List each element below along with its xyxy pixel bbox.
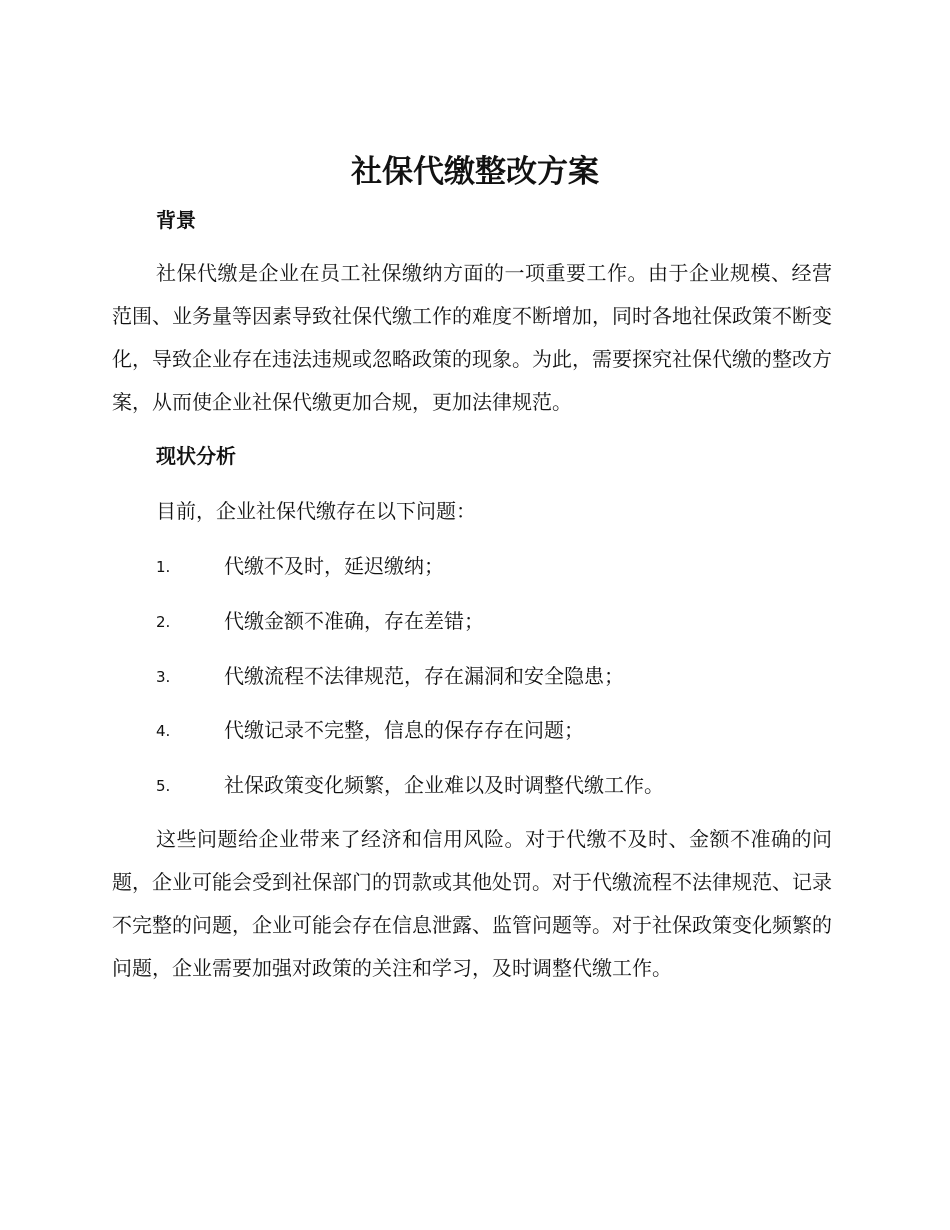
list-item-text: 代缴流程不法律规范，存在漏洞和安全隐患； [224,664,624,688]
section-heading-background: 背景 [156,208,196,232]
list-item-number: 5. [156,777,171,795]
risk-analysis-paragraph: 这些问题给企业带来了经济和信用风险。对于代缴不及时、金额不准确的问题，企业可能会受到社保部门的罚款或其他处罚。对于代缴流程不法律规范、记录不完整的问题，企业可能会存在信息泄露、监管问题等。对于社保政策变化频繁的问题，企业需要加强对政策的关注和学习，及时调整代缴工作。 [112,827,832,980]
list-item-number: 1. [156,558,171,576]
section-heading-status-analysis: 现状分析 [156,444,236,468]
list-item-text: 代缴不及时，延迟缴纳； [224,554,444,578]
list-item-text: 代缴金额不准确，存在差错； [224,609,484,633]
list-item-text: 代缴记录不完整，信息的保存存在问题； [224,718,584,742]
list-item-number: 3. [156,668,171,686]
list-item-number: 2. [156,613,171,631]
list-item-text: 社保政策变化频繁，企业难以及时调整代缴工作。 [224,773,664,797]
document-title: 社保代缴整改方案 [351,154,599,190]
list-item-number: 4. [156,722,171,740]
background-paragraph: 社保代缴是企业在员工社保缴纳方面的一项重要工作。由于企业规模、经营范围、业务量等因素导致社保代缴工作的难度不断增加，同时各地社保政策不断变化，导致企业存在违法违规或忽略政策的现象。为此，需要探究社保代缴的整改方案，从而使企业社保代缴更加合规，更加法律规范。 [112,261,832,414]
status-intro: 目前，企业社保代缴存在以下问题： [156,499,476,523]
